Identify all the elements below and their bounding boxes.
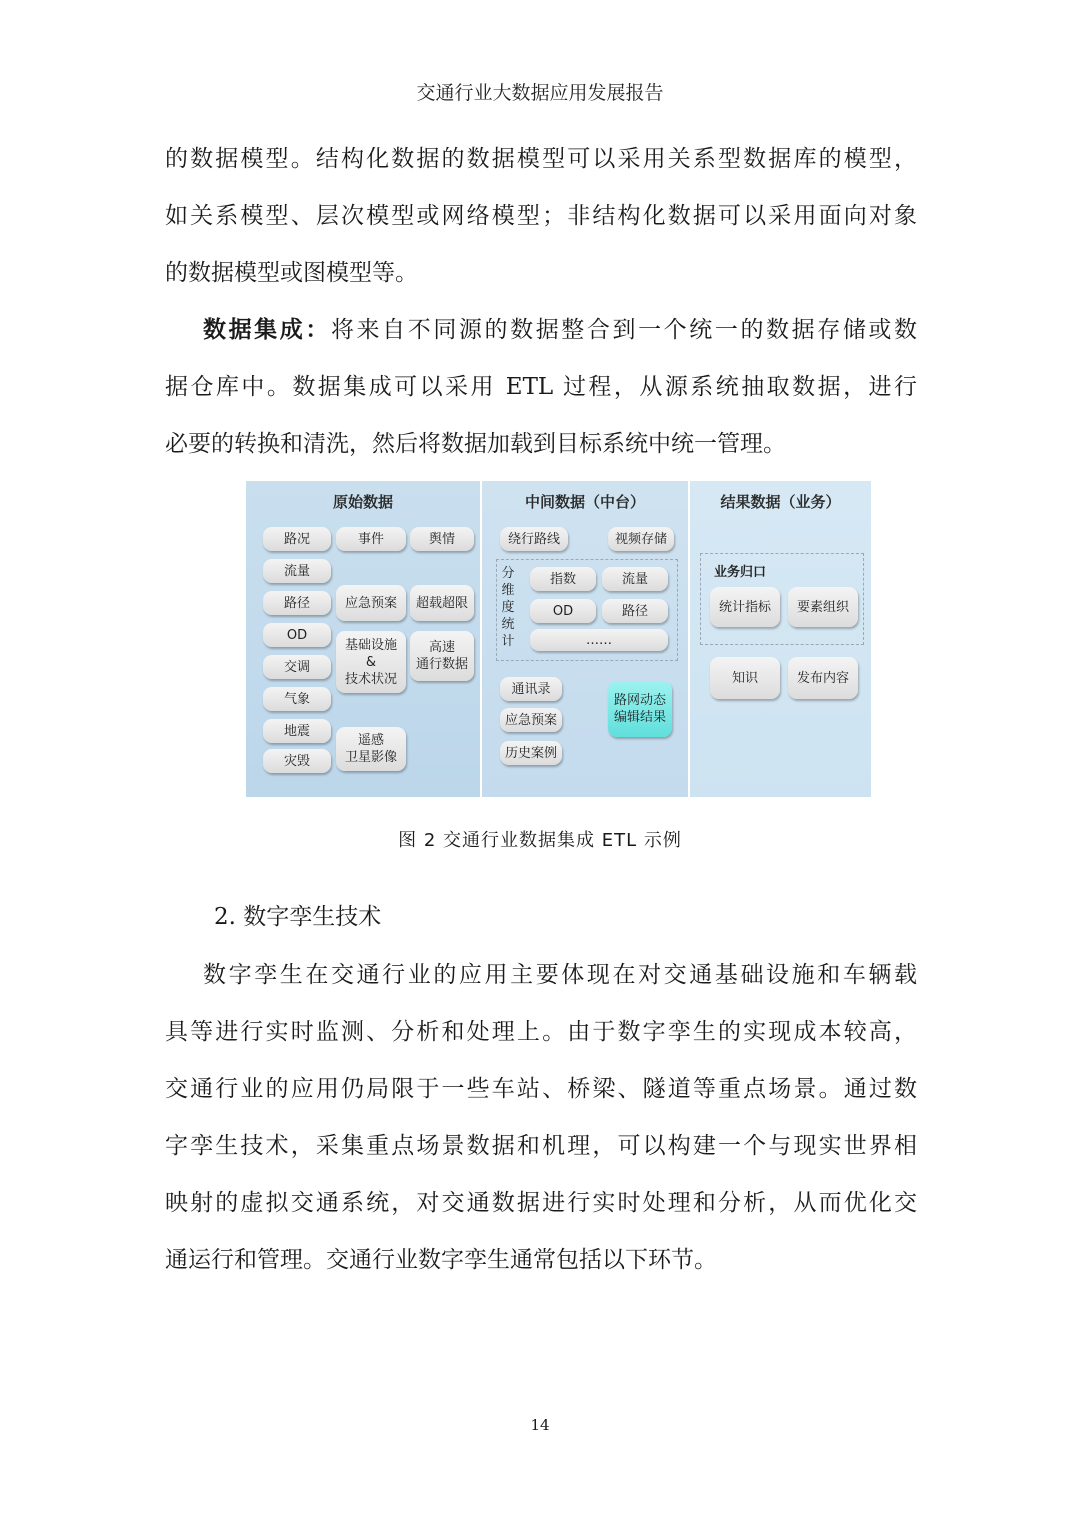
box-yingji: 应急预案	[336, 585, 406, 621]
box-shipin: 视频存储	[608, 527, 674, 551]
box-qixiang: 气象	[263, 687, 331, 711]
column-title: 原始数据	[332, 493, 393, 511]
char: 计	[501, 634, 515, 649]
box-jichu	[336, 631, 406, 693]
box-line: 编辑结果	[613, 710, 666, 725]
text-line: 的数据模型。结构化数据的数据模型可以采用关系型数据库的模型，	[165, 146, 917, 172]
char: 统	[501, 617, 515, 632]
box-yaogan	[336, 727, 406, 771]
box-line: 通行数据	[415, 657, 468, 672]
box-line: 技术状况	[344, 671, 397, 687]
text-line: 的数据模型或图模型等。	[165, 260, 418, 286]
box-line: &	[365, 654, 377, 670]
page-number: 14	[530, 1416, 550, 1434]
paragraph-data-integration	[165, 302, 917, 473]
text-line	[165, 302, 917, 359]
box-more: ……	[530, 629, 668, 651]
box-chaozai: 超载超限	[410, 585, 474, 621]
box-line: 遥感	[357, 733, 384, 748]
box-od: OD	[263, 623, 331, 647]
box-yingji-mid: 应急预案	[500, 708, 562, 732]
box-lishi: 历史案例	[500, 741, 562, 765]
box-zaihui: 灾毁	[263, 749, 331, 773]
box-liuliang-mid: 流量	[602, 567, 668, 591]
term-data-integration: 数据集成：	[203, 317, 331, 343]
box-yaosu: 要素组织	[788, 587, 858, 627]
box-line: 卫星影像	[344, 750, 397, 765]
running-header: 交通行业大数据应用发展报告	[416, 82, 664, 104]
box-line: 基础设施	[344, 637, 397, 653]
column-result-data	[690, 481, 871, 797]
box-liuliang: 流量	[263, 559, 331, 583]
figure-caption: 图 2 交通行业数据集成 ETL 示例	[398, 830, 682, 851]
text-line: 数字孪生在交通行业的应用主要体现在对交通基础设施和车辆载	[203, 962, 917, 988]
column-middle-data	[482, 481, 688, 797]
box-dizhen: 地震	[263, 719, 331, 743]
box-raoxing: 绕行路线	[500, 527, 568, 551]
box-zhishi: 知识	[710, 657, 780, 699]
text-line: 映射的虚拟交通系统，对交通数据进行实时处理和分析，从而优化交	[165, 1190, 917, 1216]
column-raw-data	[246, 481, 480, 797]
column-title: 中间数据（中台）	[524, 493, 645, 511]
box-tongxun: 通讯录	[500, 677, 562, 701]
box-gaosu	[410, 631, 474, 681]
box-lujing: 路径	[263, 591, 331, 615]
section-heading: 2. 数字孪生技术	[214, 904, 382, 930]
paragraph-data-model	[165, 131, 917, 302]
etl-figure	[246, 481, 871, 799]
box-od-mid: OD	[530, 599, 596, 623]
text-fragment: 将来自不同源的数据整合到一个统一的数据存储或数	[330, 317, 918, 343]
text-line: 必要的转换和清洗，然后将数据加载到目标系统中统一管理。	[165, 431, 786, 457]
box-shijian: 事件	[336, 527, 406, 551]
box-jiaodiao: 交调	[263, 655, 331, 679]
box-zhishu: 指数	[530, 567, 596, 591]
group-label: 业务归口	[714, 565, 767, 580]
column-title: 结果数据（业务）	[720, 493, 841, 511]
box-lujing-mid: 路径	[602, 599, 668, 623]
box-line: 高速	[428, 640, 455, 655]
char: 度	[501, 600, 515, 615]
text-line: 字孪生技术，采集重点场景数据和机理，可以构建一个与现实世界相	[165, 1133, 917, 1159]
text-line: 交通行业的应用仍局限于一些车站、桥梁、隧道等重点场景。通过数	[165, 1076, 917, 1102]
text-line: 如关系模型、层次模型或网络模型；非结构化数据可以采用面向对象	[165, 203, 917, 229]
box-line: 路网动态	[613, 693, 666, 708]
text-line: 据仓库中。数据集成可以采用 ETL 过程，从源系统抽取数据，进行	[165, 374, 917, 400]
text-line: 通运行和管理。交通行业数字孪生通常包括以下环节。	[165, 1247, 717, 1273]
box-luwang	[608, 681, 672, 737]
paragraph-digital-twin	[165, 947, 917, 1289]
box-lukuang: 路况	[263, 527, 331, 551]
text-line: 具等进行实时监测、分析和处理上。由于数字孪生的实现成本较高，	[165, 1019, 917, 1045]
char: 维	[501, 583, 515, 598]
box-tongji: 统计指标	[710, 587, 780, 627]
vertical-label	[500, 565, 516, 650]
char: 分	[501, 566, 515, 581]
box-fabu: 发布内容	[788, 657, 858, 699]
box-yuqing: 舆情	[410, 527, 474, 551]
